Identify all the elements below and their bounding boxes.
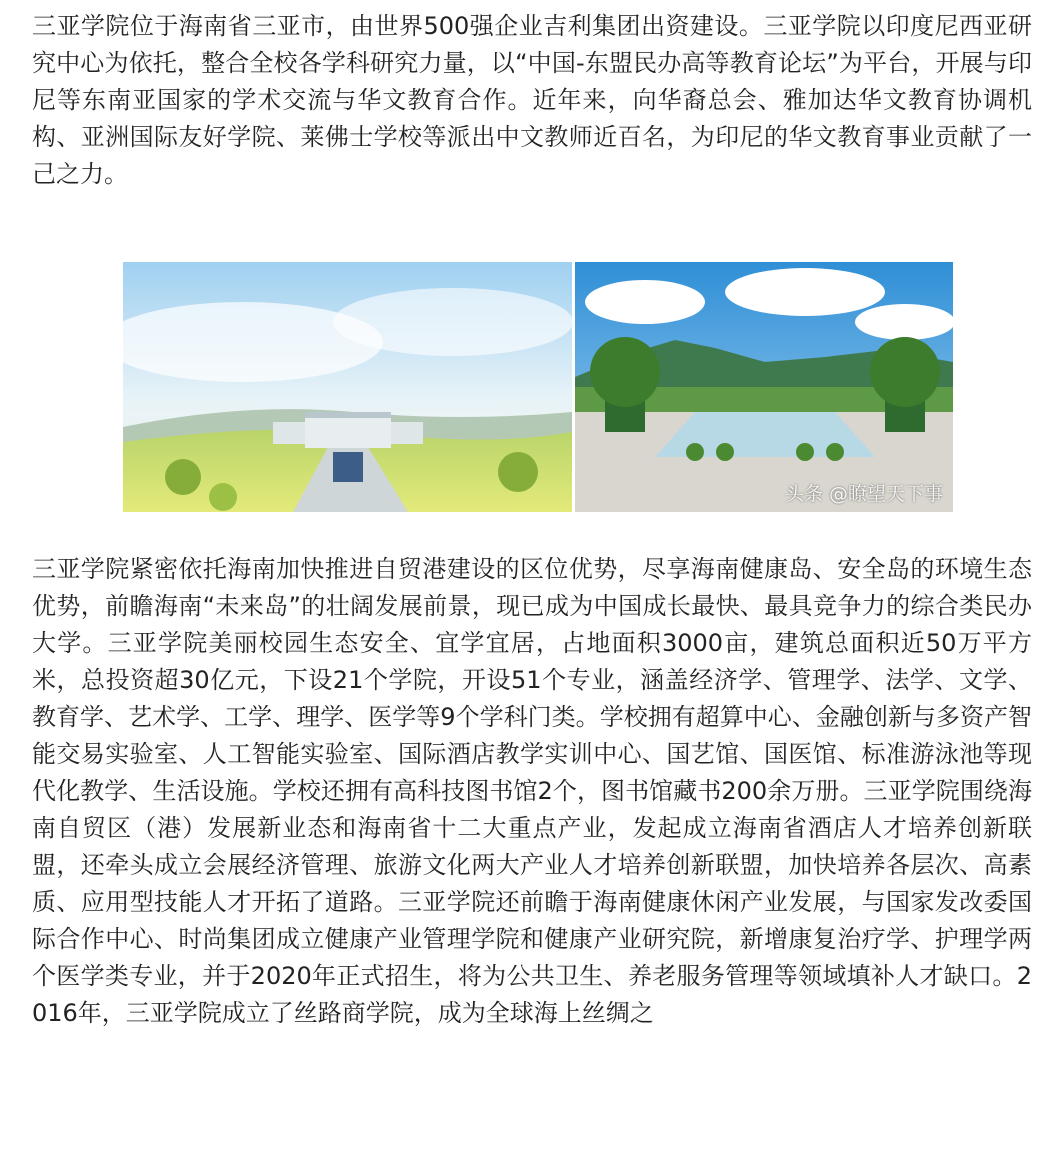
campus-fountain-photo <box>575 262 953 512</box>
campus-aerial-photo <box>123 262 572 512</box>
source-watermark: 头条 @瞭望天下事 <box>784 483 943 505</box>
article-paragraph-intro: 三亚学院位于海南省三亚市，由世界500强企业吉利集团出资建设。三亚学院以印度尼西亚研究中心为依托，整合全校各学科研究力量，以“中国-东盟民办高等教育论坛”为平台，开展与印尼等东南亚国家的学术交流与华文教育合作。近年来，向华裔总会、雅加达华文教育协调机构、亚洲国际友好学院、莱佛士学校等派出中文教师近百名，为印尼的华文教育事业贡献了一己之力。 <box>32 12 1032 188</box>
article-paragraph-campus: 三亚学院紧密依托海南加快推进自贸港建设的区位优势，尽享海南健康岛、安全岛的环境生态优势，前瞻海南“未来岛”的壮阔发展前景，现已成为中国成长最快、最具竞争力的综合类民办大学。三亚学院美丽校园生态安全、宜学宜居，占地面积3000亩，建筑总面积近50万平方米，总投资超30亿元，下设21个学院，开设51个专业，涵盖经济学、管理学、法学、文学、教育学、艺术学、工学、理学、医学等9个学科门类。学校拥有超算中心、金融创新与多资产智能交易实验室、人工智能实验室、国际酒店教学实训中心、国艺馆、国医馆、标准游泳池等现代化教学、生活设施。学校还拥有高科技图书馆2个，图书馆藏书200余万册。三亚学院围绕海南自贸区（港）发展新业态和海南省十二大重点产业，发起成立海南省酒店人才培养创新联盟，还牵头成立会展经济管理、旅游文化两大产业人才培养创新联盟，加快培养各层次、高素质、应用型技能人才开拓了道路。三亚学院还前瞻于海南健康休闲产业发展，与国家发改委国际合作中心、时尚集团成立健康产业管理学院和健康产业研究院，新增康复治疗学、护理学两个医学类专业，并于2020年正式招生，将为公共卫生、养老服务管理等领域填补人才缺口。2016年，三亚学院成立了丝路商学院，成为全球海上丝绸之 <box>32 555 1032 1027</box>
photo-strip <box>123 262 953 512</box>
